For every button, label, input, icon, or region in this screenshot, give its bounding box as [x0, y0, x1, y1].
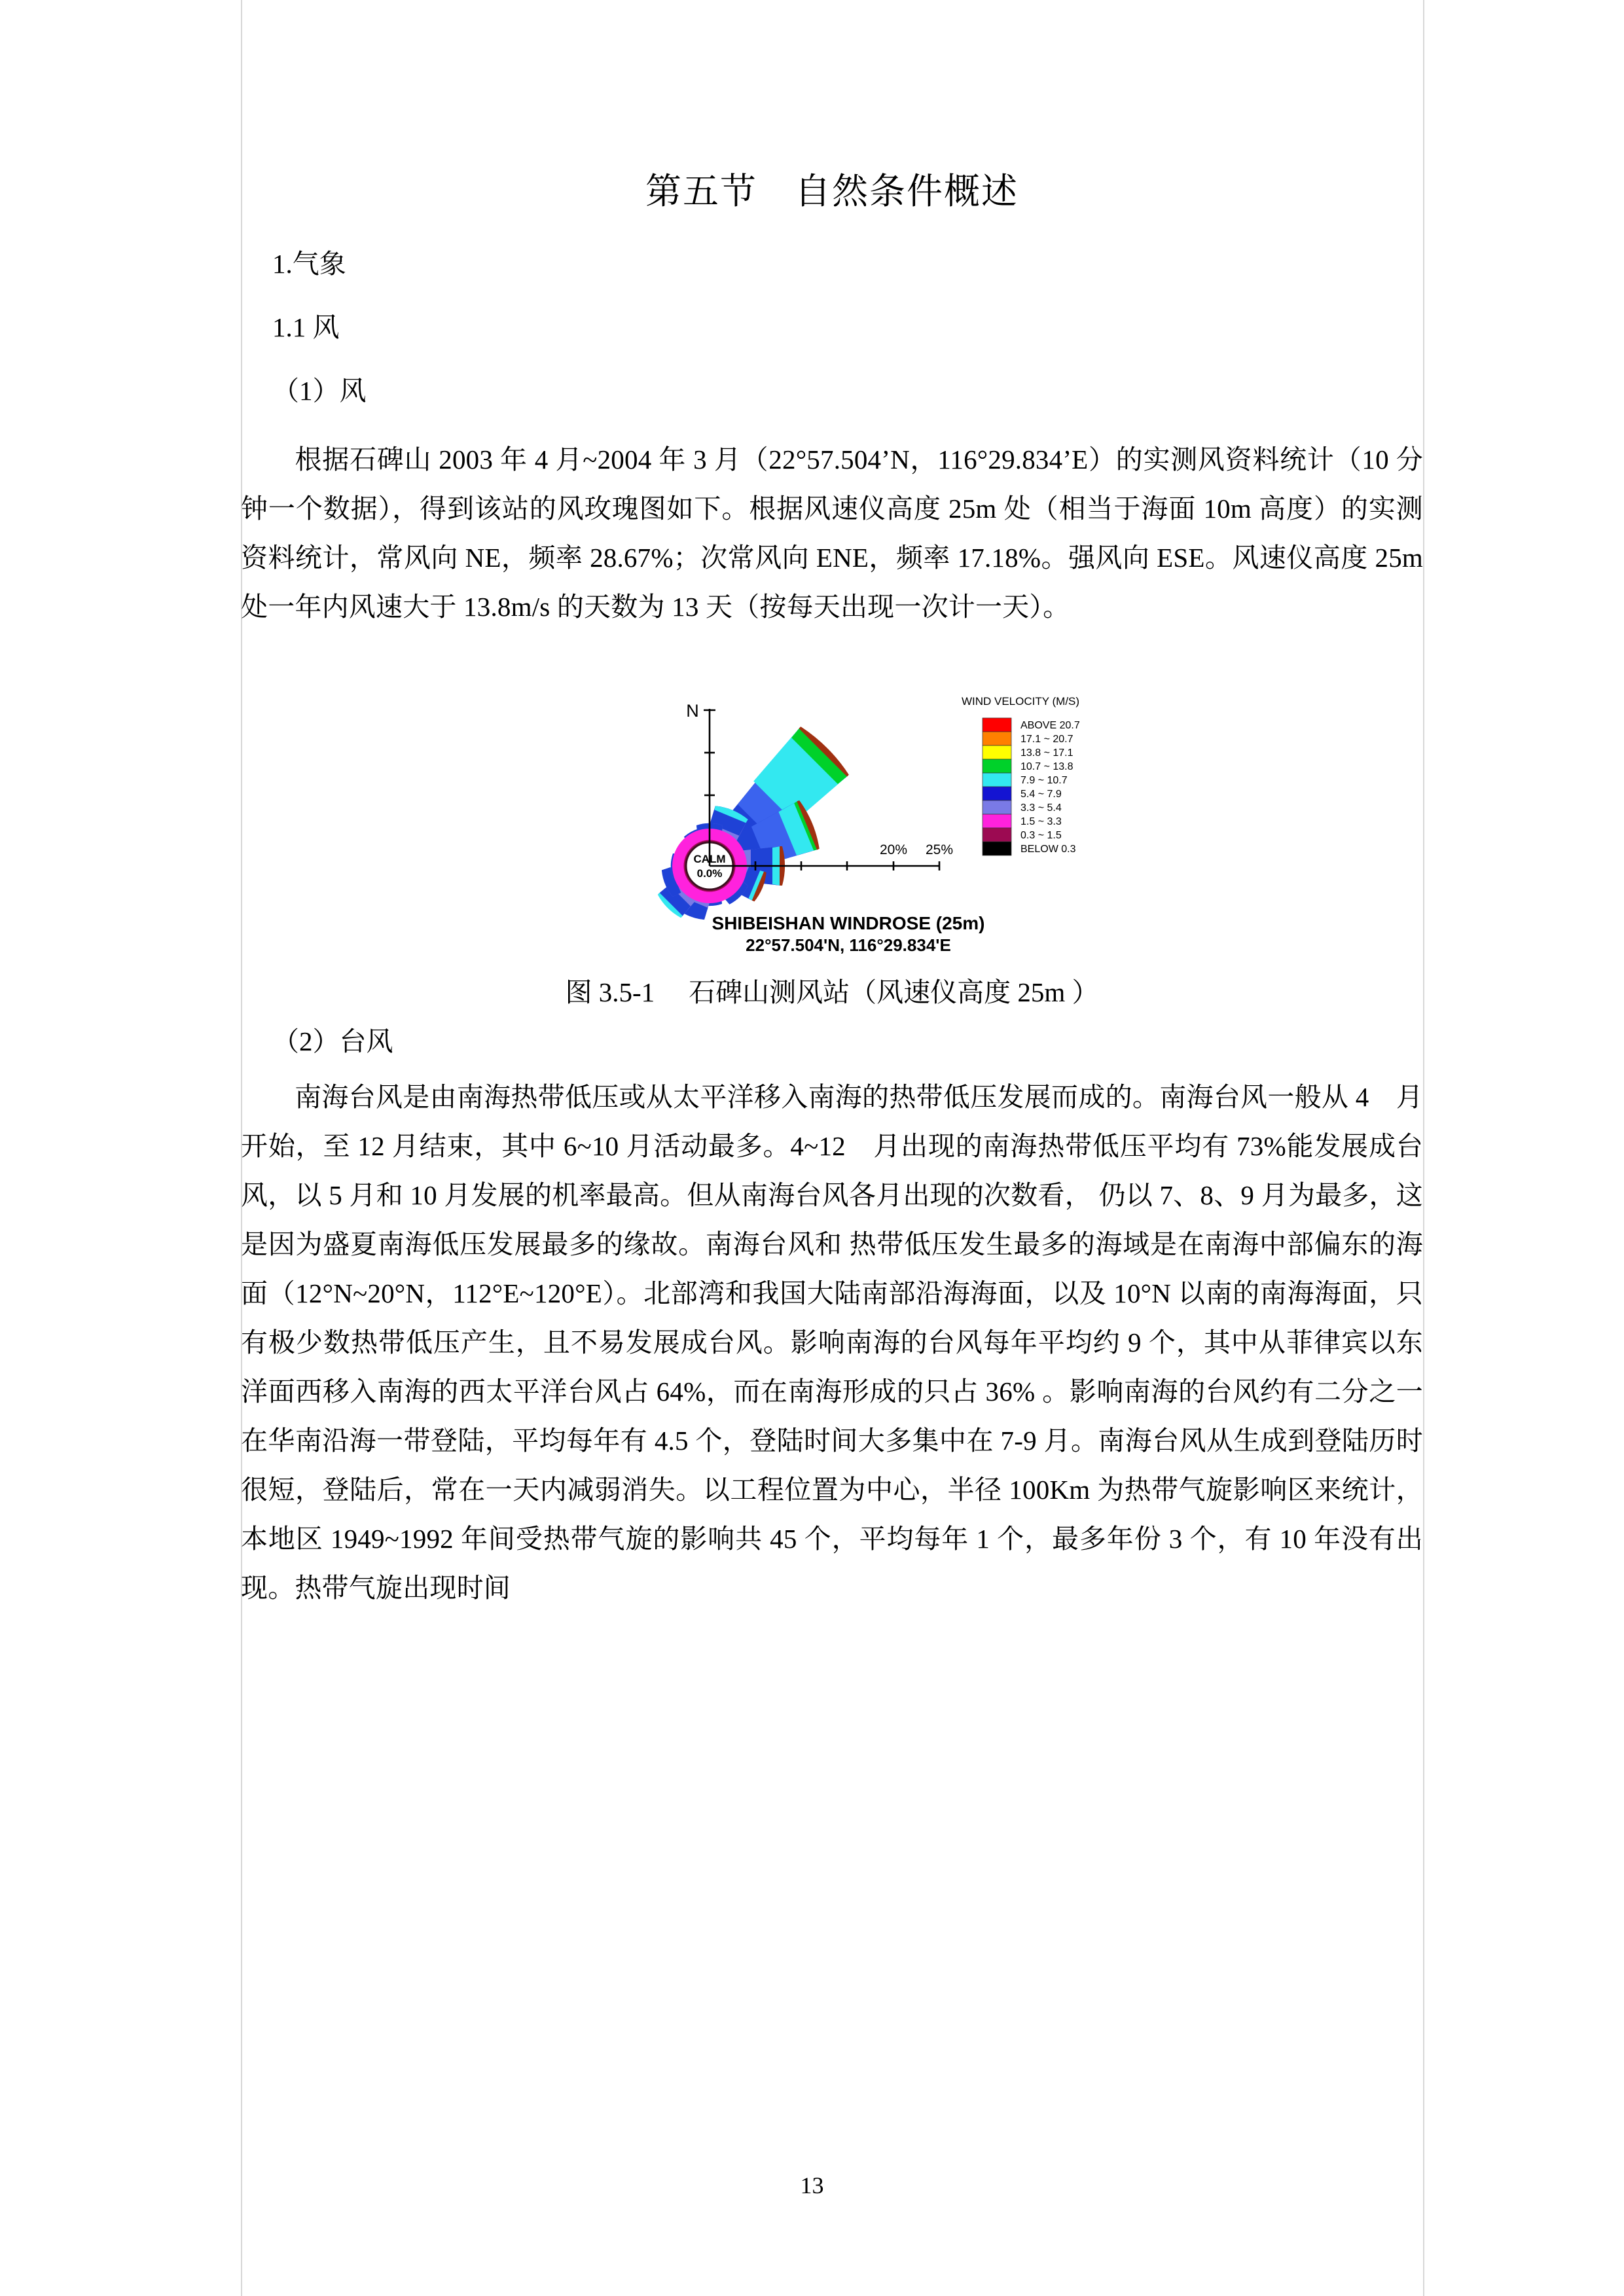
- legend-swatch-3-3-5-4: [983, 800, 1011, 814]
- paragraph-wind-statistics-text: 根据石碑山 2003 年 4 月~2004 年 3 月（22°57.504’N，116°29.834’E）的实测风资料统计（10 分钟一个数据），得到该站的风玫瑰图如下。根据风速仪高度 25m 处（相当于海面 10m 高度）的实测资料统计，常风向 NE，频率 28.67%；次常风向 ENE，频率 17.18%。强风向 ESE。风速仪高度 25m 处一年内风速大于 13.8m/s 的天数为 13 天（按每天出现一次计一天）。: [241, 444, 1423, 622]
- figure-caption: [241, 971, 1423, 1008]
- legend-label-5: 5.4 ~ 7.9: [1020, 789, 1062, 800]
- paragraph-typhoon-text: 南海台风是由南海热带低压或从太平洋移入南海的热带低压发展而成的。南海台风一般从 4 月开始，至 12 月结束，其中 6~10 月活动最多。4~12 月出现的南海热带低压平均有 73%能发展成台风，以 5 月和 10 月发展的机率最高。但从南海台风各月出现的次数看， 仍以 7、8、9 月为最多，这是因为盛夏南海低压发展最多的缘故。南海台风和 热带低压发生最多的海域是在南海中部偏东的海面（12°N~20°N，112°E~120°E）。北部湾和我国大陆南部沿海海面，以及 10°N 以南的南海海面，只有极少数热带低压产生，且不易发展成台风。影响南海的台风每年平均约 9 个，其中从菲律宾以东洋面西移入南海的西太平洋台风占 64%，而在南海形成的只占 36% 。影响南海的台风约有二分之一在华南沿海一带登陆，平均每年有 4.5 个，登陆时间大多集中在 7-9 月。南海台风从生成到登陆历时很短，登陆后，常在一天内减弱消失。以工程位置为中心，半径 100Km 为热带气旋影响区来统计，本地区 1949~1992 年间受热带气旋的影响共 45 个，平均每年 1 个，最多年份 3 个，有 10 年没有出现。热带气旋出现时间: [241, 1082, 1423, 1604]
- legend-label-8: 0.3 ~ 1.5: [1020, 830, 1062, 842]
- legend-label-7: 1.5 ~ 3.3: [1020, 816, 1062, 828]
- legend-label-6: 3.3 ~ 5.4: [1020, 802, 1062, 814]
- figure-windrose: [241, 677, 1423, 959]
- heading-3-label: （1）风: [272, 376, 367, 406]
- heading-wind: [241, 314, 1423, 342]
- chart-title-line1: SHIBEISHAN WINDROSE (25m): [712, 913, 985, 934]
- heading-2-label: 1.1 风: [272, 312, 340, 343]
- windrose-petals: [656, 725, 851, 922]
- legend-labels: [1020, 720, 1080, 855]
- windrose-legend: [962, 695, 1080, 855]
- legend-label-9: BELOW 0.3: [1020, 844, 1076, 855]
- windrose-svg: [573, 677, 1091, 959]
- legend-label-0: ABOVE 20.7: [1020, 720, 1080, 732]
- legend-swatch-above-20-7: [983, 718, 1011, 732]
- figure-caption-number: 图 3.5-1: [565, 977, 655, 1008]
- heading-typhoon: [241, 1028, 1423, 1056]
- legend-swatch-5-4-7-9: [983, 787, 1011, 800]
- heading-4-label: （2）台风: [272, 1026, 393, 1057]
- windrose-canvas: [573, 677, 1091, 959]
- heading-wind-sub: [241, 377, 1423, 405]
- legend-swatch-10-7-13-8: [983, 759, 1011, 773]
- legend-label-3: 10.7 ~ 13.8: [1020, 761, 1074, 773]
- calm-label: CALM: [693, 853, 726, 866]
- figure-caption-text: 石碑山测风站（风速仪高度 25m ）: [689, 977, 1099, 1008]
- legend-swatch-17-1-20-7: [983, 732, 1011, 745]
- calm-value: 0.0%: [696, 867, 723, 880]
- page-number: 13: [800, 2172, 824, 2198]
- page-title: 第五节 自然条件概述: [645, 171, 1019, 211]
- legend-swatches: [983, 718, 1011, 855]
- legend-swatch-below-0-3: [983, 842, 1011, 855]
- north-label: N: [686, 701, 699, 721]
- chart-title-line2: 22°57.504'N, 116°29.834'E: [746, 935, 951, 956]
- paragraph-wind-statistics: [241, 435, 1423, 632]
- legend-swatch-1-5-3-3: [983, 814, 1011, 828]
- legend-swatch-0-3-1-5: [983, 828, 1011, 842]
- legend-label-2: 13.8 ~ 17.1: [1020, 747, 1074, 759]
- tick-label-20pct: 20%: [879, 842, 908, 858]
- legend-title: WIND VELOCITY (M/S): [961, 695, 1080, 708]
- page-content: [241, 0, 1423, 2296]
- tick-label-25pct: 25%: [925, 842, 954, 858]
- legend-swatch-7-9-10-7: [983, 773, 1011, 787]
- legend-label-1: 17.1 ~ 20.7: [1020, 734, 1074, 745]
- page-number-footer: [0, 2172, 1624, 2199]
- paragraph-typhoon: [241, 1073, 1423, 1613]
- heading-meteorology: [241, 250, 1423, 278]
- right-margin-rule: [1423, 0, 1424, 2296]
- legend-swatch-13-8-17-1: [983, 745, 1011, 759]
- heading-1-label: 1.气象: [272, 249, 346, 279]
- legend-label-4: 7.9 ~ 10.7: [1020, 775, 1068, 787]
